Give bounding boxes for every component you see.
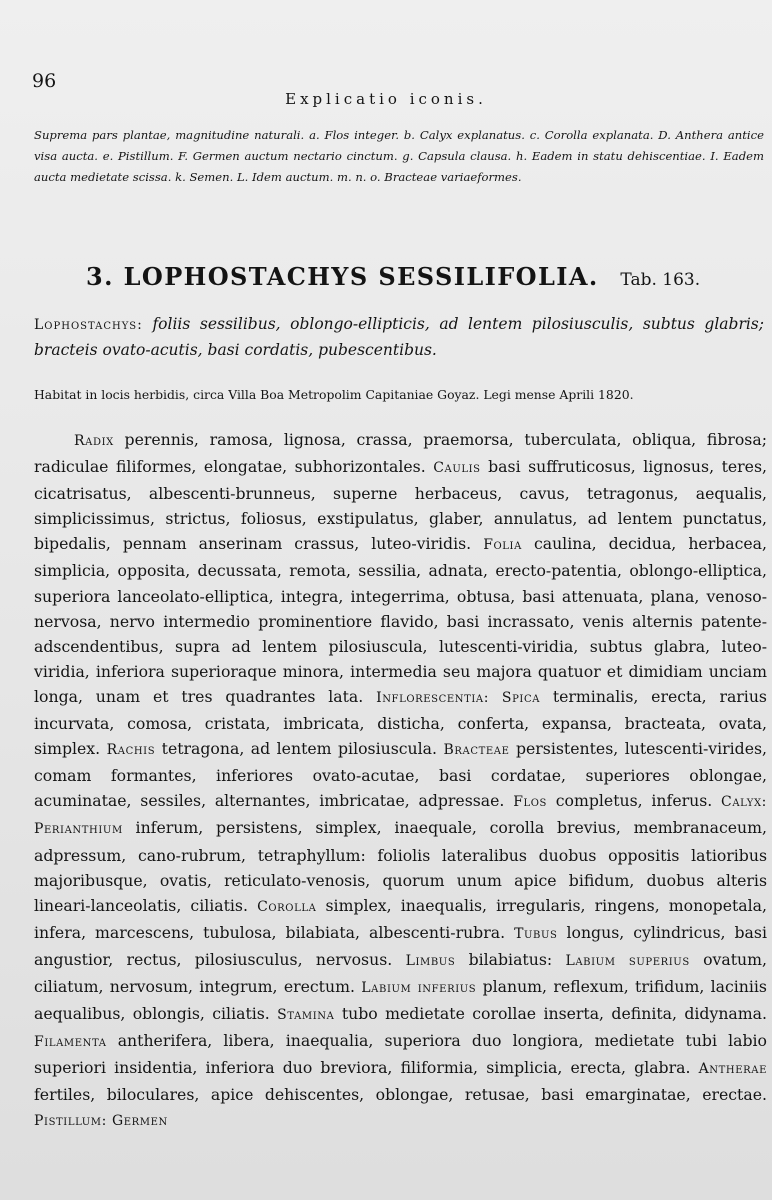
term-heading: Germen: [111, 1113, 168, 1130]
running-header: Explicatio iconis.: [285, 90, 487, 108]
term-heading: Rachis: [106, 742, 156, 759]
page-number: 96: [32, 70, 57, 92]
term-description: planum, reflexum, trifidum, laciniis aequalibus, oblongis, ciliatis.: [34, 976, 767, 1024]
term-heading: Bracteae: [443, 742, 510, 759]
term-heading: Antherae: [698, 1061, 767, 1078]
plate-reference: Tab. 163.: [620, 270, 701, 290]
term-heading: Labium inferius: [361, 979, 477, 996]
term-description: [489, 687, 502, 706]
term-heading: Limbus: [405, 952, 456, 969]
term-description: inferum, persistens, simplex, inaequale, corolla brevius, membranaceum, adpressum, cano-rubrum, tetraphyllum: foliolis lateralibus duobus oppositis latioribus majoribusque, ovatis, reticulato-venosis, quorum unum apice bifidum, duobus alteris lineari-lanceolatis, ciliatis.: [34, 818, 767, 915]
term-description: tetragona, ad lentem pilosiuscula.: [155, 739, 444, 759]
figure-caption: Suprema pars plantae, magnitudine naturali. a. Flos integer. b. Calyx explanatus. c. Corolla explanata. D. Anthera antice visa aucta. e. Pistillum. F. Germen auctum nectario cinctum. g. Capsula clausa. h. Eadem in statu dehiscentiae. I. Eadem aucta medietate scissa. k. Semen. L. Idem auctum. m. n. o. Bracteae variaeformes.: [34, 128, 764, 184]
term-heading: Tubus: [514, 925, 558, 942]
term-description: bilabiatus:: [455, 949, 566, 969]
description-body: [34, 427, 767, 1135]
term-description: basi suffruticosus, lignosus, teres, cicatrisatus, albescenti-brunneus, superne herbaceus, cavus, tetragonus, aequalis, simplicissimus, strictus, foliosus, exstipulatus, glaber, annulatus, ad lentem punctatus, bipedalis, pennam anserinam crassus, luteo-viridis.: [34, 457, 767, 554]
term-description: fertiles, biloculares, apice dehiscentes, oblongae, retusae, basi emarginatae, erectae.: [34, 1085, 767, 1105]
description-paragraph: [34, 427, 767, 1135]
species-number: 3.: [86, 262, 114, 291]
term-heading: Filamenta: [34, 1034, 107, 1051]
term-heading: Labium superius: [565, 952, 690, 969]
term-description: longus, cylindricus, basi angustior, rectus, pilosiusculus, nervosus.: [34, 922, 767, 969]
term-heading: Stamina: [277, 1007, 335, 1024]
term-description: tubo medietate corollae inserta, definita, didynama.: [334, 1004, 767, 1024]
habitat-note: Habitat in locis herbidis, circa Villa Boa Metropolim Capitaniae Goyaz. Legi mense Aprili 1820.: [34, 387, 634, 402]
term-heading: Radix: [74, 433, 114, 449]
term-description: completus, inferus.: [547, 791, 722, 811]
diagnosis: [34, 312, 764, 363]
term-heading: Corolla: [257, 898, 317, 915]
term-heading: Calyx:: [721, 794, 767, 811]
term-description: terminalis, erecta, rarius incurvata, comosa, cristata, imbricata, disticha, conferta, expansa, bracteata, ovata, simplex.: [34, 686, 767, 759]
term-heading: Caulis: [433, 460, 481, 477]
diagnosis-genus: Lophostachys:: [34, 317, 143, 333]
species-heading: [86, 262, 700, 291]
species-name: LOPHOSTACHYS SESSILIFOLIA.: [123, 262, 599, 291]
term-description: perennis, ramosa, lignosa, crassa, praemorsa, tuberculata, obliqua, fibrosa; radiculae filiformes, elongatae, subhorizontales.: [34, 430, 767, 477]
term-description: antherifera, libera, inaequalia, superiora duo longiora, medietate tubi labio superiori insidentia, inferiora duo breviora, filiformia, simplicia, erecta, glabra.: [34, 1031, 767, 1078]
term-description: ovatum, ciliatum, nervosum, integrum, erectum.: [34, 949, 768, 996]
term-heading: Spica: [501, 689, 541, 706]
term-heading: Perianthium: [34, 821, 123, 838]
term-heading: Pistillum:: [34, 1113, 107, 1130]
term-heading: Inflorescentia:: [376, 689, 490, 706]
term-description: simplex, inaequalis, irregularis, ringens, monopetala, infera, marcescens, tubulosa, bilabiata, albescenti-rubra.: [34, 895, 767, 942]
term-description: caulina, decidua, herbacea, simplicia, opposita, decussata, remota, sessilia, adnata, erecto-patentia, oblongo-elliptica, superiora lanceolato-elliptica, integra, integerrima, obtusa, basi attenuata, plana, venoso-nervosa, nervo intermedio prominentiore flavido, basi incrassato, venis alternis patente-adscendentibus, supra ad lentem pilosiuscula, lutescenti-viridia, subtus glabra, luteo-viridia, inferiora superioraque minora, intermedia seu majora quatuor et dimidiam unciam longa, unam et tres quadrantes lata.: [34, 534, 768, 706]
term-heading: Flos: [513, 794, 547, 811]
diagnosis-text: foliis sessilibus, oblongo-ellipticis, ad lentem pilosiusculis, subtus glabris; bracteis ovato-acutis, basi cordatis, pubescentibus.: [34, 315, 764, 359]
term-heading: Folia: [483, 537, 522, 554]
term-description: persistentes, lutescenti-virides, comam formantes, inferiores ovato-acutae, basi cordatae, superiores oblongae, acuminatae, sessiles, alternantes, imbricatae, adpressae.: [34, 739, 768, 811]
